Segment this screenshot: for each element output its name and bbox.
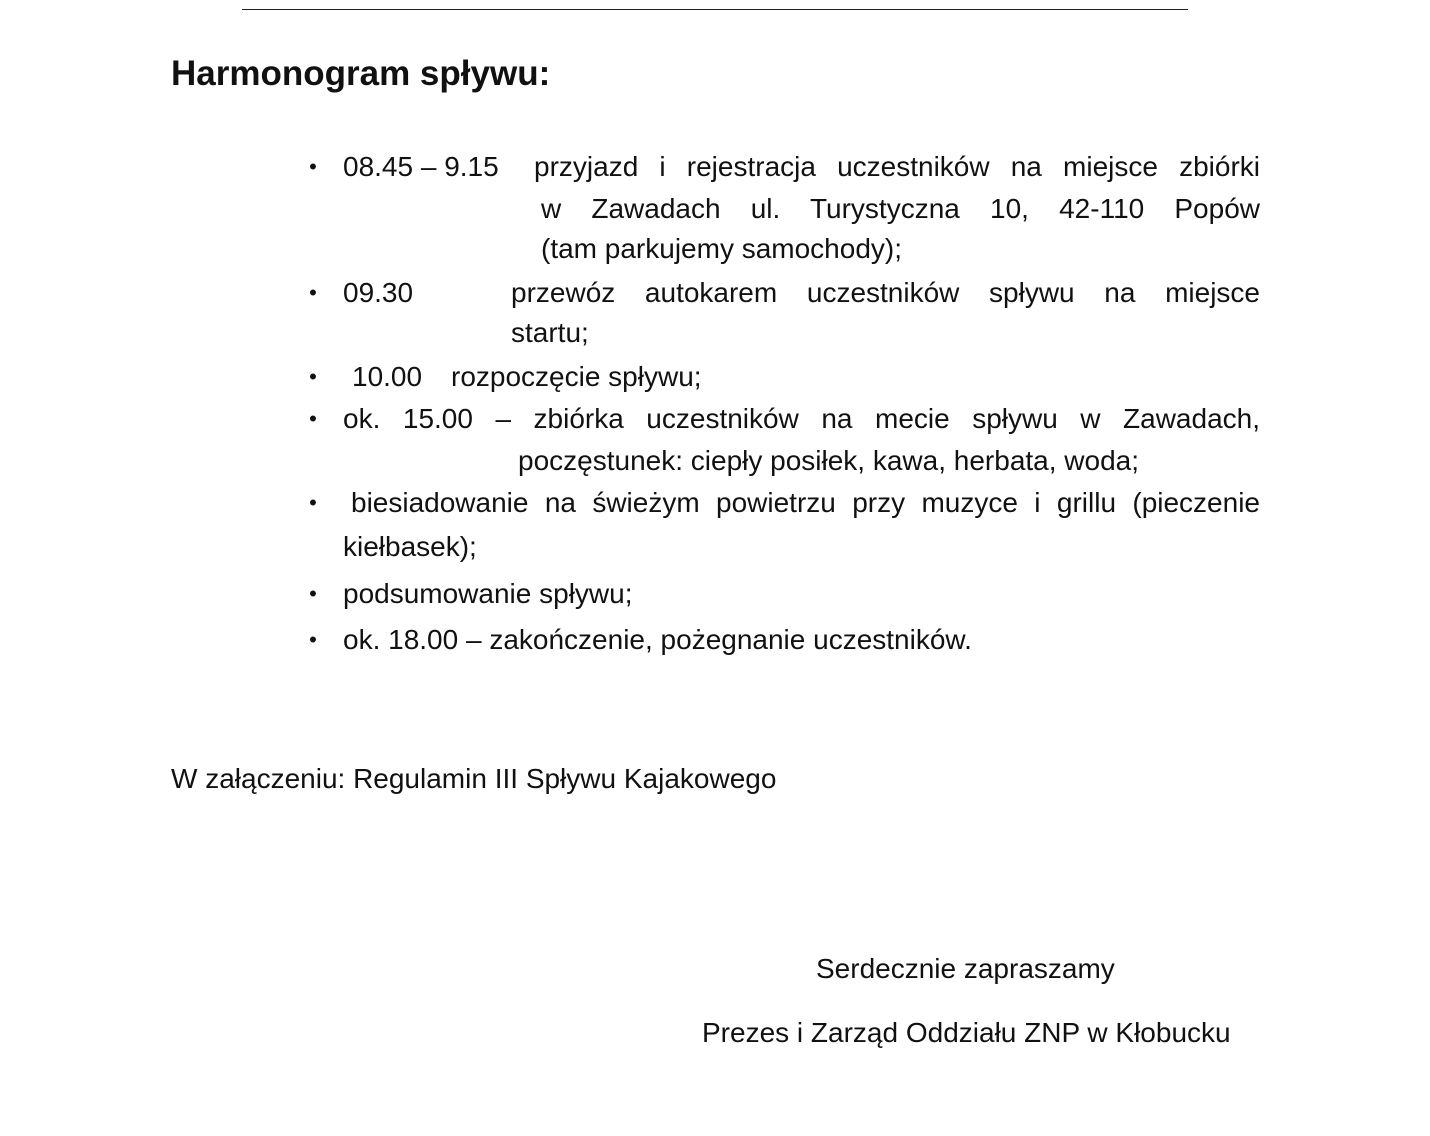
bullet-icon: • bbox=[309, 406, 317, 431]
schedule-description-continued: poczęstunek: ciepły posiłek, kawa, herbata, woda; bbox=[518, 445, 1140, 476]
bullet-icon: • bbox=[309, 154, 317, 179]
section-title: Harmonogram spływu: bbox=[171, 54, 551, 93]
schedule-description: podsumowanie spływu; bbox=[343, 578, 633, 609]
attachment-note: W załączeniu: Regulamin III Spływu Kajakowego bbox=[171, 763, 777, 794]
top-divider-line bbox=[242, 9, 1188, 10]
schedule-description: przewóz autokarem uczestników spływu na miejsce bbox=[511, 277, 1260, 308]
signature-line: Prezes i Zarząd Oddziału ZNP w Kłobucku bbox=[702, 1017, 1231, 1048]
schedule-description-continued: startu; bbox=[511, 317, 589, 348]
schedule-time: 10.00 bbox=[352, 361, 423, 392]
bullet-icon: • bbox=[309, 490, 317, 515]
bullet-icon: • bbox=[309, 627, 317, 652]
schedule-description-continued: w Zawadach ul. Turystyczna 10, 42-110 Popów bbox=[541, 193, 1260, 224]
schedule-description: ok. 15.00 – zbiórka uczestników na mecie spływu w Zawadach, bbox=[343, 403, 1260, 434]
schedule-time: 09.30 bbox=[343, 277, 414, 308]
schedule-description-continued: (tam parkujemy samochody); bbox=[541, 233, 903, 264]
schedule-time: 08.45 – 9.15 bbox=[343, 151, 499, 182]
bullet-icon: • bbox=[309, 280, 317, 305]
schedule-description: przyjazd i rejestracja uczestników na miejsce zbiórki bbox=[534, 151, 1260, 182]
bullet-icon: • bbox=[309, 581, 317, 606]
closing-line: Serdecznie zapraszamy bbox=[816, 953, 1115, 984]
schedule-description: biesiadowanie na świeżym powietrzu przy muzyce i grillu (pieczenie bbox=[351, 487, 1260, 518]
bullet-icon: • bbox=[309, 364, 317, 389]
schedule-description: rozpoczęcie spływu; bbox=[451, 361, 702, 392]
schedule-description-continued: kiełbasek); bbox=[343, 531, 477, 562]
schedule-description: ok. 18.00 – zakończenie, pożegnanie uczestników. bbox=[343, 624, 972, 655]
